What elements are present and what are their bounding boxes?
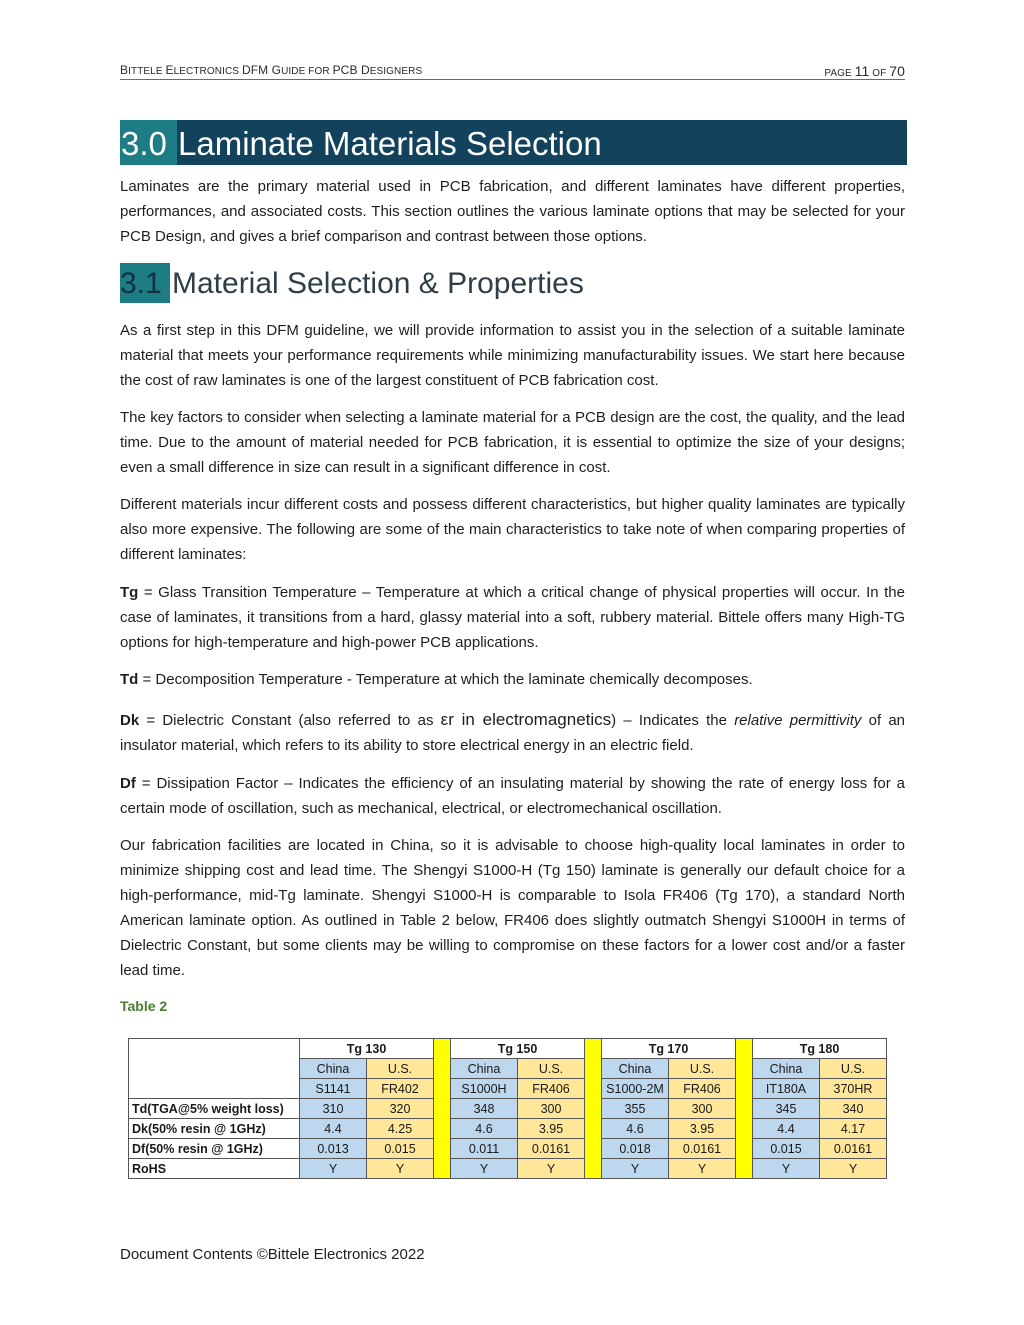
paragraph-characteristics: Different materials incur different costs and possess different characteristics, but higher quality laminates are typically also more expensive. The following are some of the main characteristics to take note of when comparing properties of different laminates: bbox=[120, 496, 905, 563]
section-banner bbox=[120, 120, 907, 165]
table-cell: 4.6 bbox=[602, 1119, 669, 1139]
table-cell: 300 bbox=[669, 1099, 736, 1119]
row-label: Dk(50% resin @ 1GHz) bbox=[129, 1119, 300, 1139]
table-cell: S1000-2M bbox=[602, 1079, 669, 1099]
definition-df: Df = Dissipation Factor – Indicates the efficiency of an insulating material by showing the rate of energy loss for a certain mode of oscillation, such as mechanical, electrical, or electromechanical oscillation. bbox=[120, 775, 905, 817]
table-row bbox=[129, 1039, 887, 1059]
column-separator bbox=[585, 1039, 602, 1179]
table-cell: 320 bbox=[367, 1099, 434, 1119]
table-cell: 4.4 bbox=[300, 1119, 367, 1139]
table-cell: 0.015 bbox=[367, 1139, 434, 1159]
table-cell: 4.6 bbox=[451, 1119, 518, 1139]
table-row bbox=[129, 1159, 887, 1179]
paragraph-facilities: Our fabrication facilities are located in China, so it is advisable to choose high-quality local laminates in order to minimize shipping cost and lead time. The Shengyi S1000-H (Tg 150) laminate is generally our default choice for a high-performance, mid-Tg laminate. Shengyi S1000-H is comparable to Isola FR406 (Tg 170), a standard North American laminate option. As outlined in Table 2 below, FR406 does slightly outmatch Shengyi S1000H in terms of Dielectric Constant, but some clients may be willing to compromise on these factors for a lower cost and/or a faster lead time. bbox=[120, 837, 905, 979]
paragraph-first-step: As a first step in this DFM guideline, we will provide information to assist you in the selection of a suitable laminate material that meets your performance requirements while minimizing manufacturability issues. We start here because the cost of raw laminates is one of the largest constituent of PCB fabrication cost. bbox=[120, 322, 905, 389]
table-cell: Y bbox=[518, 1159, 585, 1179]
column-separator bbox=[736, 1039, 753, 1179]
running-header bbox=[120, 62, 905, 80]
table-cell: S1141 bbox=[300, 1079, 367, 1099]
table-cell: 4.17 bbox=[820, 1119, 887, 1139]
table-cell: 3.95 bbox=[669, 1119, 736, 1139]
table-cell: 300 bbox=[518, 1099, 585, 1119]
table-cell: U.S. bbox=[518, 1059, 585, 1079]
table-cell: 3.95 bbox=[518, 1119, 585, 1139]
row-label: Df(50% resin @ 1GHz) bbox=[129, 1139, 300, 1159]
table-cell: 0.0161 bbox=[669, 1139, 736, 1159]
definition-dk: Dk = Dielectric Constant (also referred to as εr in electromagnetics) – Indicates the relative permittivity of an insulator material, which refers to its ability to store electrical energy in an electric field. bbox=[120, 710, 906, 754]
table-cell: 0.015 bbox=[753, 1139, 820, 1159]
table-row bbox=[129, 1119, 887, 1139]
table-cell: 370HR bbox=[820, 1079, 887, 1099]
table-cell: 340 bbox=[820, 1099, 887, 1119]
table-row bbox=[129, 1139, 887, 1159]
table-row bbox=[129, 1099, 887, 1119]
table-cell: IT180A bbox=[753, 1079, 820, 1099]
column-separator bbox=[434, 1039, 451, 1179]
table-cell: China bbox=[753, 1059, 820, 1079]
row-label: Td(TGA@5% weight loss) bbox=[129, 1099, 300, 1119]
epsilon-symbol: εr in electromagnetics bbox=[440, 710, 612, 729]
table-cell: 0.018 bbox=[602, 1139, 669, 1159]
table-cell: Y bbox=[300, 1159, 367, 1179]
group-header: Tg 170 bbox=[602, 1039, 736, 1059]
term-td: Td bbox=[120, 671, 139, 688]
table-cell: FR406 bbox=[518, 1079, 585, 1099]
table-cell: U.S. bbox=[669, 1059, 736, 1079]
table-cell: FR406 bbox=[669, 1079, 736, 1099]
intro-paragraph: Laminates are the primary material used in PCB fabrication, and different laminates have different properties, performances, and associated costs. This section outlines the various laminate options that may be selected for your PCB Design, and gives a brief comparison and contrast between those options. bbox=[120, 178, 905, 245]
subsection-title: Material Selection & Properties bbox=[172, 267, 584, 300]
table-cell: FR402 bbox=[367, 1079, 434, 1099]
table-cell: 348 bbox=[451, 1099, 518, 1119]
term-dk: Dk bbox=[120, 712, 140, 729]
group-header: Tg 150 bbox=[451, 1039, 585, 1059]
page-number: PAGE 11 OF 70 bbox=[824, 63, 905, 79]
table-cell: S1000H bbox=[451, 1079, 518, 1099]
paragraph-key-factors: The key factors to consider when selecting a laminate material for a PCB design are the cost, the quality, and the lead time. Due to the amount of material needed for PCB fabrication, it is essential to optimize the size of your designs; even a small difference in size can result in a significant difference in cost. bbox=[120, 409, 905, 476]
table-cell: U.S. bbox=[367, 1059, 434, 1079]
row-label: RoHS bbox=[129, 1159, 300, 1179]
table-cell: Y bbox=[367, 1159, 434, 1179]
table-cell: 0.0161 bbox=[820, 1139, 887, 1159]
table-label: Table 2 bbox=[120, 998, 168, 1014]
table-cell: Y bbox=[753, 1159, 820, 1179]
table-cell: China bbox=[451, 1059, 518, 1079]
document-title: BITTELE ELECTRONICS DFM GUIDE FOR PCB DESIGNERS bbox=[120, 63, 423, 77]
table-cell: 0.011 bbox=[451, 1139, 518, 1159]
definition-tg: Tg = Glass Transition Temperature – Temperature at which a critical change of physical properties will occur. In the case of laminates, it transitions from a hard, glassy material into a soft, rubbery material. Bittele offers many High-TG options for high-temperature and high-power PCB applications. bbox=[120, 584, 905, 651]
table-cell: 4.4 bbox=[753, 1119, 820, 1139]
page-footer: Document Contents ©Bittele Electronics 2022 bbox=[120, 1246, 425, 1263]
group-header: Tg 130 bbox=[300, 1039, 434, 1059]
table-cell: Y bbox=[820, 1159, 887, 1179]
table-cell: U.S. bbox=[820, 1059, 887, 1079]
table-cell: 0.0161 bbox=[518, 1139, 585, 1159]
table-cell: Y bbox=[451, 1159, 518, 1179]
table-cell: China bbox=[602, 1059, 669, 1079]
section-title: Laminate Materials Selection bbox=[178, 125, 602, 162]
term-tg: Tg bbox=[120, 584, 139, 601]
table-cell: Y bbox=[602, 1159, 669, 1179]
term-df: Df bbox=[120, 775, 136, 792]
table-cell: 355 bbox=[602, 1099, 669, 1119]
table-cell: 345 bbox=[753, 1099, 820, 1119]
table-cell: 4.25 bbox=[367, 1119, 434, 1139]
subsection-number: 3.1 bbox=[120, 263, 170, 303]
table-cell: Y bbox=[669, 1159, 736, 1179]
laminate-comparison-table bbox=[128, 1038, 887, 1179]
table-corner bbox=[129, 1039, 300, 1099]
section-number: 3.0 bbox=[120, 120, 177, 165]
group-header: Tg 180 bbox=[753, 1039, 887, 1059]
table-cell: 310 bbox=[300, 1099, 367, 1119]
table-cell: 0.013 bbox=[300, 1139, 367, 1159]
table-cell: China bbox=[300, 1059, 367, 1079]
definition-td: Td = Decomposition Temperature - Temperature at which the laminate chemically decomposes. bbox=[120, 671, 753, 688]
